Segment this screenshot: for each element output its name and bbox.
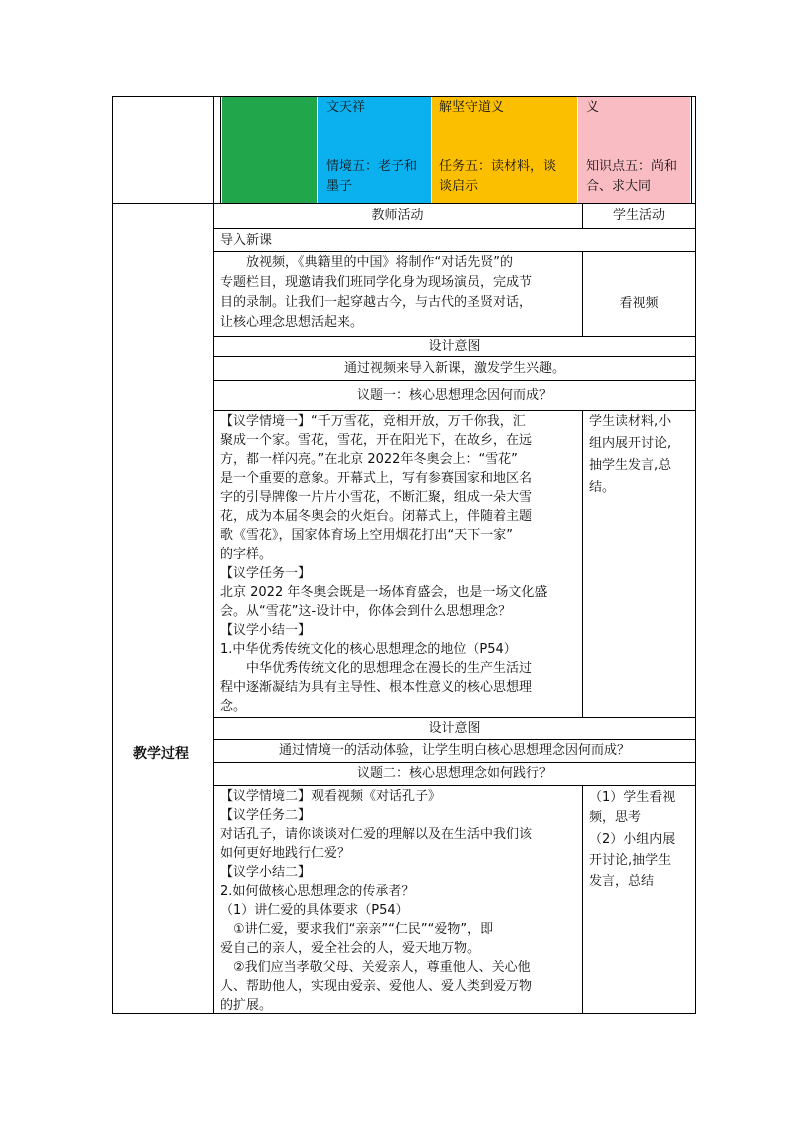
yellow-cell-line2a: 任务五：读材料，谈: [439, 159, 557, 174]
design-intent-title: 设计意图: [428, 339, 481, 354]
divider-top-inner: [220, 96, 221, 204]
scene2-line: 2.如何做核心思想理念的传承者？: [220, 884, 415, 899]
scene2-line: 对话孔子，请你谈谈对仁爱的理解以及在生活中我们该: [220, 827, 533, 842]
intro-line: 目的录制。让我们一起穿越古今，与古代的圣贤对话，: [220, 295, 533, 310]
topic-two: 议题二：核心思想理念如何践行？: [356, 766, 552, 781]
intro-line: 专题栏目，现邀请我们班同学化身为现场演员，完成节: [220, 275, 533, 290]
scene1-line: 是一个重要的意象。开幕式上，写有参赛国家和地区名: [220, 471, 533, 486]
scene1-line: 歌《雪花》，国家体育场上空用烟花打出“天下一家”: [220, 528, 513, 543]
scene1-line: 的字样。: [220, 547, 273, 562]
yellow-cell-line1: 解坚守道义: [439, 100, 505, 115]
scene1-line: 字的引导牌像一片片小雪花，不断汇聚，组成一朵大雪: [220, 490, 533, 505]
row-line: [213, 739, 696, 740]
row-line: [213, 380, 696, 381]
blue-cell-line1: 文天祥: [326, 100, 366, 115]
scene2-line: ①讲仁爱，要求我们“亲亲”“仁民”“爱物”，即: [220, 922, 494, 937]
scene2-line: 的扩展。: [220, 998, 273, 1013]
scene2-line: 如何更好地践行仁爱？: [220, 846, 351, 861]
scene1-line: 花，成为本届冬奥会的火炬台。闭幕式上，伴随着主题: [220, 509, 533, 524]
scene1-line: 1.中华优秀传统文化的核心思想理念的地位（P54）: [220, 642, 517, 657]
design-intent-text: 通过情境一的活动体验，让学生明白核心思想理念因何而成？: [278, 743, 630, 758]
row-line: [213, 785, 696, 786]
divider-top-right: [691, 96, 692, 204]
row-line: [213, 356, 696, 357]
blue-cell-line2b: 墨子: [326, 179, 353, 194]
scene2-line: 【议学小结二】: [220, 865, 312, 880]
scene2-student-line: 开讨论,抽学生: [589, 853, 672, 868]
scene1-line: 【议学情境一】“千万雪花，竞相开放，万千你我，汇: [220, 414, 526, 429]
row-line: [213, 228, 696, 229]
scene2-student-line: （1）学生看视: [589, 790, 676, 805]
scene1-line: 程中逐渐凝结为具有主导性、根本性意义的核心思想理: [220, 680, 533, 695]
scene1-line: 【议学任务一】: [220, 566, 312, 581]
teacher-activity-header: 教师活动: [371, 208, 424, 223]
scene2-line: 人、帮助他人，实现由爱亲、爱他人、爱人类到爱万物: [220, 979, 533, 994]
scene1-student-line: 抽学生发言,总: [589, 458, 672, 473]
intro-line: 让核心理念思想活起来。: [220, 315, 364, 330]
scene2-line: ②我们应当孝敬父母、关爱亲人，尊重他人、关心他: [220, 960, 531, 975]
row-line: [213, 717, 696, 718]
row-line: [213, 762, 696, 763]
intro-student-activity: 看视频: [619, 296, 659, 311]
green-cell: [222, 97, 317, 203]
design-intent-title: 设计意图: [428, 721, 481, 736]
divider-left: [213, 96, 214, 1014]
scene1-student-line: 组内展开讨论,: [589, 436, 672, 451]
section-label: 教学过程: [133, 746, 189, 762]
row-line: [213, 251, 696, 252]
scene2-line: 【议学情境二】观看视频《对话孔子》: [220, 789, 442, 804]
student-activity-header: 学生活动: [612, 208, 665, 223]
pink-cell-line1: 义: [586, 100, 600, 115]
design-intent-text: 通过视频来导入新课，激发学生兴趣。: [343, 361, 565, 376]
blue-cell-line2a: 情境五：老子和: [326, 159, 418, 174]
pink-cell-line2a: 知识点五：尚和: [586, 159, 678, 174]
scene2-line: 【议学任务二】: [220, 808, 312, 823]
scene2-line: 爱自己的亲人，爱全社会的人，爱天地万物。: [220, 941, 481, 956]
scene1-student-line: 学生读材料,小: [589, 414, 672, 429]
scene1-line: 方，都一样闪亮。”在北京 2022年冬奥会上：“雪花”: [220, 452, 518, 467]
pink-cell-line2b: 合、求大同: [586, 179, 652, 194]
intro-line: 放视频，《典籍里的中国》将制作“对话先贤”的: [220, 255, 513, 270]
scene1-line: 中华优秀传统文化的思想理念在漫长的生产生活过: [220, 661, 533, 676]
intro-title: 导入新课: [220, 233, 273, 248]
scene1-line: 聚成一个家。雪花，雪花，开在阳光下，在故乡，在远: [220, 433, 533, 448]
scene1-line: 北京 2022 年冬奥会既是一场体育盛会，也是一场文化盛: [220, 585, 548, 600]
topic-one: 议题一：核心思想理念因何而成？: [356, 388, 552, 403]
row-line: [213, 410, 696, 411]
divider-scene2: [582, 785, 583, 1014]
scene2-student-line: 发言，总结: [589, 874, 655, 889]
scene1-line: 【议学小结一】: [220, 623, 312, 638]
row-line: [112, 203, 696, 204]
scene1-line: 念。: [220, 699, 247, 714]
scene1-line: 会。从“雪花”这-设计中，你体会到什么思想理念？: [220, 604, 512, 619]
scene2-line: （1）讲仁爱的具体要求（P54）: [220, 903, 409, 918]
scene1-student-line: 结。: [589, 480, 616, 495]
yellow-cell-line2b: 谈启示: [439, 179, 479, 194]
scene2-student-line: 频，思考: [589, 810, 642, 825]
scene2-student-line: （2）小组内展: [589, 832, 676, 847]
divider-scene1: [582, 410, 583, 717]
